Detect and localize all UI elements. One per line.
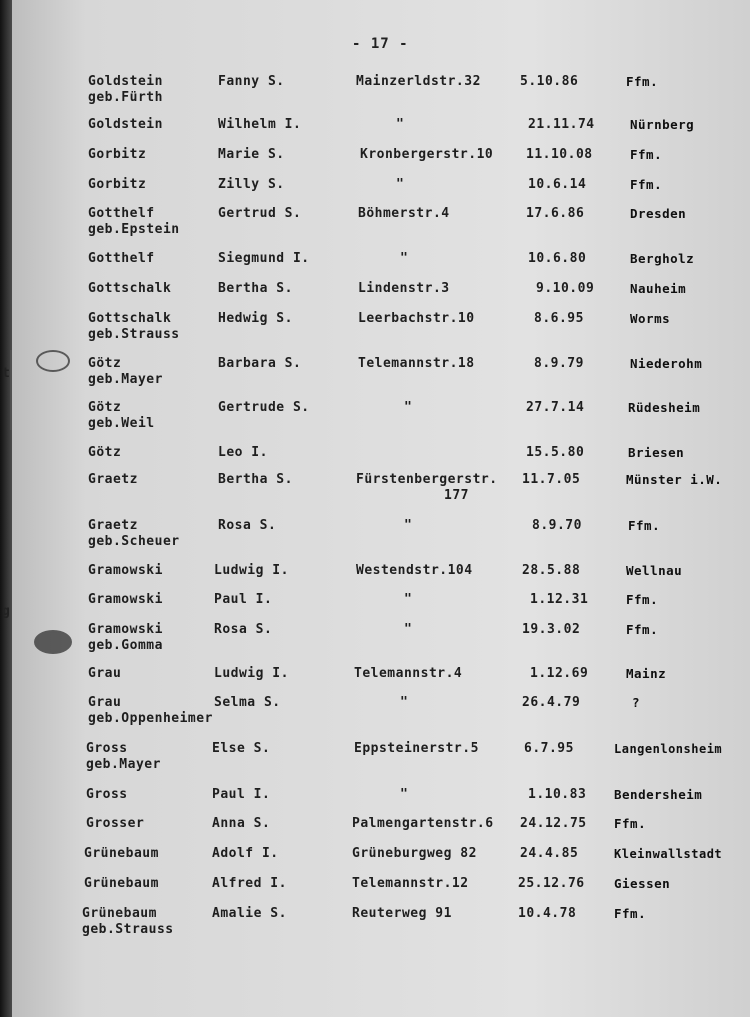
date-cell: 24.12.75 — [520, 816, 587, 831]
table-row — [0, 906, 750, 950]
date-cell: 8.9.79 — [534, 356, 584, 371]
surname-cell: Grosser — [86, 816, 145, 831]
maiden-name: geb.Scheuer — [88, 534, 180, 549]
place-cell: Niederohm — [630, 356, 703, 371]
margin-mark-g: g — [2, 604, 10, 619]
place-cell: Ffm. — [626, 592, 659, 607]
surname-cell: Gramowski — [88, 592, 163, 607]
street-cell: " — [396, 117, 405, 132]
surname-cell: Graetz — [88, 472, 138, 487]
given-name-cell: Rosa S. — [218, 518, 277, 533]
margin-mark-t: t — [2, 366, 10, 381]
street-cell: Kronbergerstr.10 — [360, 147, 494, 162]
given-name-cell: Bertha S. — [218, 472, 293, 487]
place-cell: Wellnau — [626, 563, 683, 578]
given-name-cell: Paul I. — [212, 787, 271, 802]
surname-cell: Goldstein geb.Fürth — [88, 74, 163, 105]
surname-cell: Gorbitz — [88, 177, 147, 192]
given-name-cell: Ludwig I. — [214, 563, 289, 578]
date-cell: 8.9.70 — [532, 518, 582, 533]
given-name-cell: Paul I. — [214, 592, 273, 607]
date-cell: 8.6.95 — [534, 311, 584, 326]
date-cell: 10.4.78 — [518, 906, 577, 921]
date-cell: 27.7.14 — [526, 400, 585, 415]
surname-cell: Grünebaum — [84, 876, 159, 891]
table-row — [0, 74, 750, 118]
street-cell: " — [404, 400, 413, 415]
given-name-cell: Ludwig I. — [214, 666, 289, 681]
surname-cell: Grau geb.Oppenheimer — [88, 695, 213, 726]
table-row — [0, 311, 750, 355]
street-cell: " — [396, 177, 405, 192]
given-name-cell: Selma S. — [214, 695, 281, 710]
surname-cell: Gross — [86, 787, 128, 802]
given-name-cell: Fanny S. — [218, 74, 285, 89]
table-row — [0, 356, 750, 400]
date-cell: 1.12.69 — [530, 666, 589, 681]
surname-cell: Graetz geb.Scheuer — [88, 518, 180, 549]
maiden-name: geb.Mayer — [86, 757, 161, 772]
street-cell: Eppsteinerstr.5 — [354, 741, 479, 756]
surname-cell: Grünebaum — [84, 846, 159, 861]
place-cell: Worms — [630, 311, 671, 326]
maiden-name: geb.Strauss — [88, 327, 180, 342]
table-row — [0, 741, 750, 785]
given-name-cell: Else S. — [212, 741, 271, 756]
date-cell: 9.10.09 — [536, 281, 595, 296]
table-row — [0, 206, 750, 250]
maiden-name: geb.Epstein — [88, 222, 180, 237]
place-cell: Nürnberg — [630, 117, 695, 132]
date-cell: 24.4.85 — [520, 846, 579, 861]
date-cell: 25.12.76 — [518, 876, 585, 891]
place-cell: Ffm. — [614, 906, 647, 921]
surname-cell: Gottschalk geb.Strauss — [88, 311, 180, 342]
place-cell: Dresden — [630, 206, 687, 221]
given-name-cell: Amalie S. — [212, 906, 287, 921]
page-number: - 17 - — [352, 36, 409, 52]
given-name-cell: Alfred I. — [212, 876, 287, 891]
surname-cell: Gotthelf geb.Epstein — [88, 206, 180, 237]
date-cell: 10.6.80 — [528, 251, 587, 266]
given-name-cell: Siegmund I. — [218, 251, 310, 266]
place-cell: Ffm. — [630, 177, 663, 192]
place-cell: Ffm. — [628, 518, 661, 533]
place-cell: Ffm. — [630, 147, 663, 162]
maiden-name: geb.Gomma — [88, 638, 163, 653]
maiden-name: geb.Mayer — [88, 372, 163, 387]
street-continuation: 177 — [444, 488, 469, 503]
table-row — [0, 622, 750, 666]
place-cell: Bergholz — [630, 251, 695, 266]
place-cell: Ffm. — [626, 622, 659, 637]
surname-cell: Gorbitz — [88, 147, 147, 162]
surname-cell: Götz geb.Weil — [88, 400, 155, 431]
place-cell: Rüdesheim — [628, 400, 701, 415]
table-row — [0, 472, 750, 516]
street-cell: Lindenstr.3 — [358, 281, 450, 296]
place-cell: Kleinwallstadt — [614, 847, 723, 861]
given-name-cell: Bertha S. — [218, 281, 293, 296]
date-cell: 11.10.08 — [526, 147, 593, 162]
street-cell: Palmengartenstr.6 — [352, 816, 494, 831]
street-cell: Westendstr.104 — [356, 563, 473, 578]
street-cell: " — [400, 695, 409, 710]
given-name-cell: Adolf I. — [212, 846, 279, 861]
surname-cell: Götz — [88, 445, 122, 460]
date-cell: 21.11.74 — [528, 117, 595, 132]
surname-cell: Grünebaum geb.Strauss — [82, 906, 174, 937]
street-cell: " — [400, 251, 409, 266]
maiden-name: geb.Strauss — [82, 922, 174, 937]
table-row — [0, 695, 750, 739]
place-cell: Mainz — [626, 666, 667, 681]
given-name-cell: Anna S. — [212, 816, 271, 831]
surname-cell: Grau — [88, 666, 122, 681]
date-cell: 17.6.86 — [526, 206, 585, 221]
place-cell: ? — [632, 695, 641, 710]
date-cell: 26.4.79 — [522, 695, 581, 710]
place-cell: Bendersheim — [614, 787, 703, 802]
date-cell: 15.5.80 — [526, 445, 585, 460]
table-row — [0, 518, 750, 562]
surname-cell: Gottschalk — [88, 281, 172, 296]
place-cell: Langenlonsheim — [614, 742, 723, 756]
street-cell: Telemannstr.18 — [358, 356, 475, 371]
given-name-cell: Leo I. — [218, 445, 268, 460]
surname-cell: Gramowski geb.Gomma — [88, 622, 163, 653]
given-name-cell: Hedwig S. — [218, 311, 293, 326]
date-cell: 19.3.02 — [522, 622, 581, 637]
date-cell: 6.7.95 — [524, 741, 574, 756]
date-cell: 10.6.14 — [528, 177, 587, 192]
table-row — [0, 400, 750, 444]
place-cell: Ffm. — [614, 816, 647, 831]
street-cell: Mainzerldstr.32 — [356, 74, 481, 89]
street-cell: Telemannstr.4 — [354, 666, 463, 681]
given-name-cell: Marie S. — [218, 147, 285, 162]
street-cell: Böhmerstr.4 — [358, 206, 450, 221]
surname-cell: Gotthelf — [88, 251, 155, 266]
given-name-cell: Zilly S. — [218, 177, 285, 192]
given-name-cell: Rosa S. — [214, 622, 273, 637]
place-cell: Münster i.W. — [626, 472, 723, 487]
street-cell: " — [404, 622, 413, 637]
maiden-name: geb.Oppenheimer — [88, 711, 213, 726]
place-cell: Giessen — [614, 876, 671, 891]
date-cell: 5.10.86 — [520, 74, 579, 89]
maiden-name: geb.Weil — [88, 416, 155, 431]
street-cell: " — [404, 518, 413, 533]
street-cell: Grüneburgweg 82 — [352, 846, 477, 861]
date-cell: 11.7.05 — [522, 472, 581, 487]
street-cell: " — [404, 592, 413, 607]
street-cell: Fürstenbergerstr. 177 — [356, 472, 498, 503]
given-name-cell: Wilhelm I. — [218, 117, 302, 132]
surname-cell: Gramowski — [88, 563, 163, 578]
surname-cell: Goldstein — [88, 117, 163, 132]
given-name-cell: Gertrud S. — [218, 206, 302, 221]
street-cell: " — [400, 787, 409, 802]
place-cell: Briesen — [628, 445, 685, 460]
street-cell: Leerbachstr.10 — [358, 311, 475, 326]
place-cell: Nauheim — [630, 281, 687, 296]
date-cell: 1.12.31 — [530, 592, 589, 607]
place-cell: Ffm. — [626, 74, 659, 89]
given-name-cell: Barbara S. — [218, 356, 302, 371]
street-cell: Telemannstr.12 — [352, 876, 469, 891]
surname-cell: Götz geb.Mayer — [88, 356, 163, 387]
maiden-name: geb.Fürth — [88, 90, 163, 105]
street-cell: Reuterweg 91 — [352, 906, 452, 921]
date-cell: 1.10.83 — [528, 787, 587, 802]
surname-cell: Gross geb.Mayer — [86, 741, 161, 772]
date-cell: 28.5.88 — [522, 563, 581, 578]
given-name-cell: Gertrude S. — [218, 400, 310, 415]
